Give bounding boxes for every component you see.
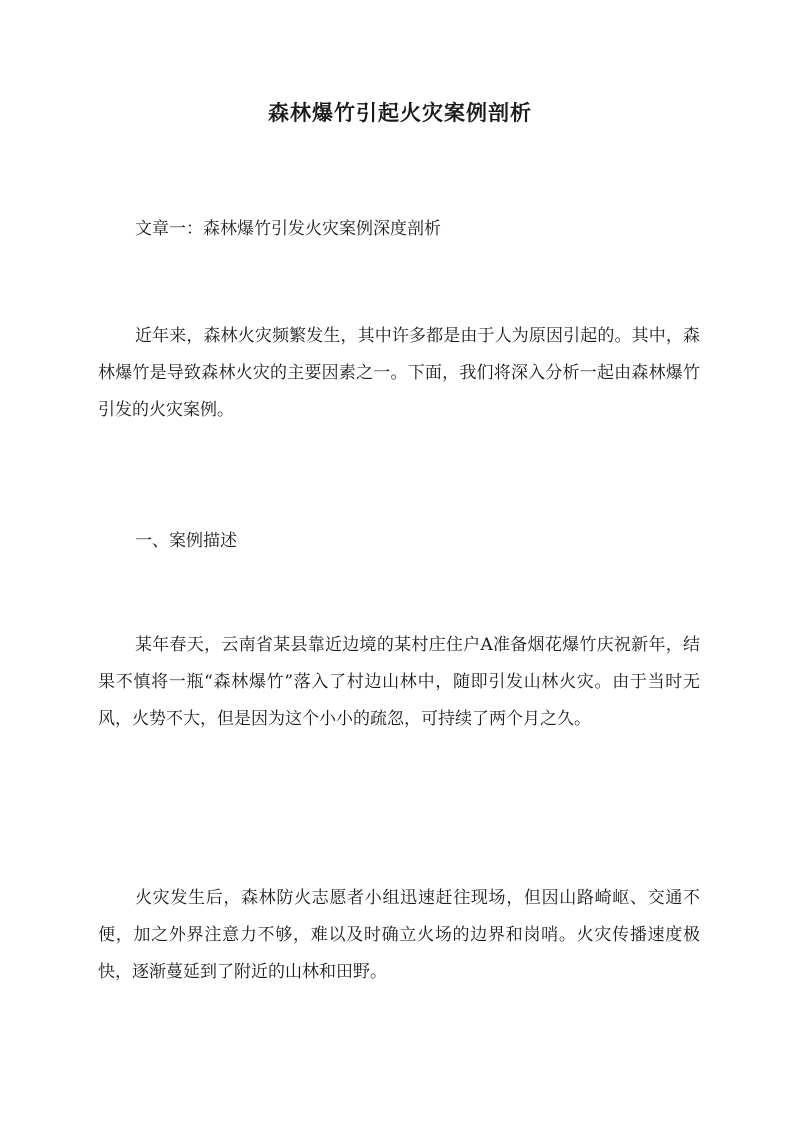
case-paragraph-2: 火灾发生后，森林防火志愿者小组迅速赶往现场，但因山路崎岖、交通不便，加之外界注意力不够，难以及时确立火场的边界和岗哨。火灾传播速度极快，逐渐蔓延到了附近的山林和田野。 — [98, 888, 700, 982]
case-paragraph-1: 某年春天，云南省某县靠近边境的某村庄住户A准备烟花爆竹庆祝新年，结果不慎将一瓶“森林爆竹”落入了村边山林中，随即引发山林火灾。由于当时无风，火势不大，但是因为这个小小的疏忽，可持续了两个月之久。 — [98, 635, 700, 729]
document-title: 森林爆竹引起火灾案例剖析 — [268, 100, 532, 125]
intro-paragraph: 近年来，森林火灾频繁发生，其中许多都是由于人为原因引起的。其中，森林爆竹是导致森林火灾的主要因素之一。下面，我们将深入分析一起由森林爆竹引发的火灾案例。 — [98, 326, 700, 420]
article-subtitle: 文章一：森林爆竹引发火灾案例深度剖析 — [135, 219, 441, 239]
section-heading-case-description: 一、案例描述 — [135, 531, 237, 551]
